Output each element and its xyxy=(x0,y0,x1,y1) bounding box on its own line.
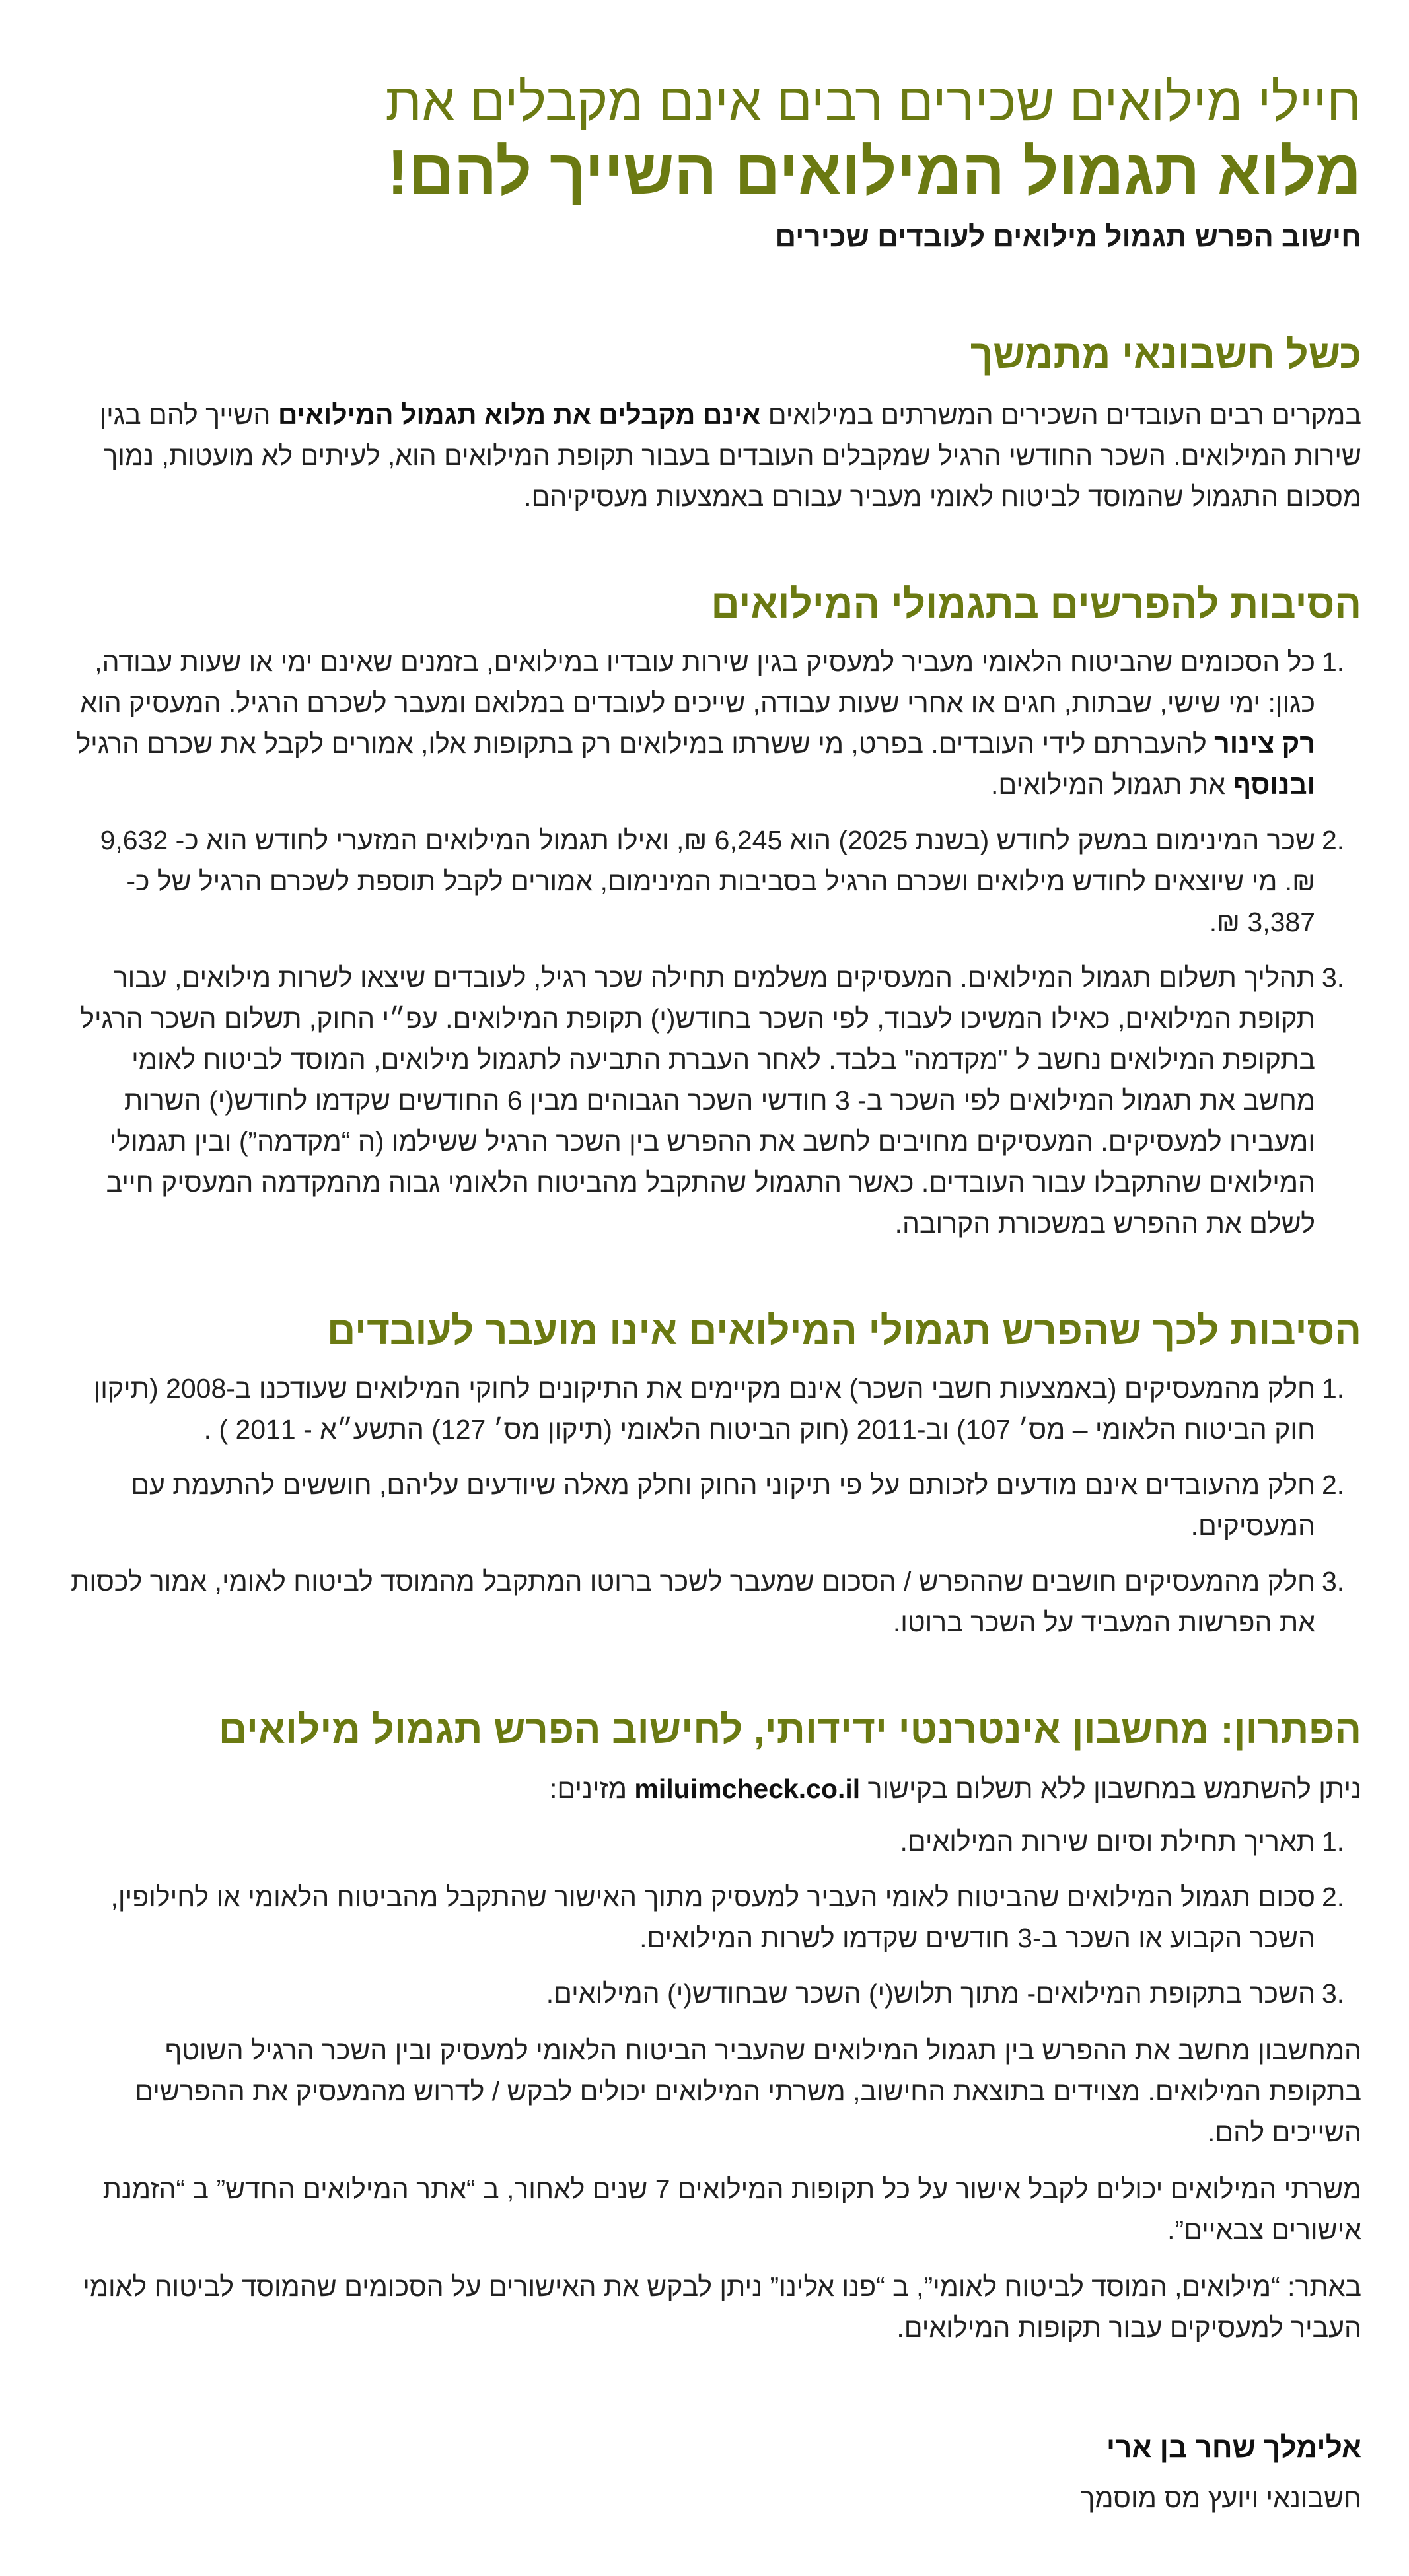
author-name: אלימלך שחר בן ארי xyxy=(1106,2431,1361,2464)
section-reasons-not-transferred xyxy=(69,1305,1361,1643)
list-number: 3. xyxy=(1322,1566,1345,1596)
calculator-link[interactable]: miluimcheck.co.il xyxy=(634,1773,861,1804)
text-run: השייך להם בגין שירות המילואים. השכר החודשי הרגיל שמקבלים העובדים בעבור תקופת המילואים הוא, לעיתים לא מועטות, נמוך מסכום התגמול שהמוסד לביטוח לאומי מעביר עבורם באמצעות מעסיקיהם. xyxy=(99,400,1361,512)
text-run: מזינים: xyxy=(549,1773,635,1804)
list-item xyxy=(69,1973,1361,2014)
list-item-text: תהליך תשלום תגמול המילואים. המעסיקים משלמים תחילה שכר רגיל, לעובדים שיצאו לשרות מילואים, עבור תקופת המילואים, כאילו המשיכו לעבוד, לפי השכר בחודש(י) תקופת המילואים. עפ״י החוק, תשלום השכר הרגיל בתקופת המילואים נחשב ל "מקדמה" בלבד. לאחר העברת התביעה לתגמול מילואים, המוסד לביטוח לאומי מחשב את תגמול המילואים לפי השכר ב- 3 חודשי השכר הגבוהים מבין 6 החודשים שקדמו לחודש(י) השרות ומעבירו למעסיקים. המעסיקים מחויבים לחשב את ההפרש בין השכר הרגיל ששילמו (ה “מקדמה”) ובין תגמולי המילואים שהתקבלו עבור העובדים. כאשר התגמול שהתקבל מהביטוח הלאומי גבוה מהמקדמה המעסיק חייב לשלם את ההפרש במשכורת הקרובה. xyxy=(80,962,1315,1238)
header xyxy=(69,69,1361,257)
list-number: 3. xyxy=(1322,1978,1345,2009)
section-paragraph: באתר: “מילואים, המוסד לביטוח לאומי”, ב “פנו אלינו” ניתן לבקש את האישורים על הסכומים שהמוסד לביטוח לאומי העביר למעסיקים עבור תקופות המילואים. xyxy=(83,2272,1361,2343)
list-number: 3. xyxy=(1322,962,1345,993)
text-run: כל הסכומים שהביטוח הלאומי מעביר למעסיק בגין שירות עובדיו במילואים, בזמנים שאינם ימי או שעות עבודה, כגון: ימי שישי, שבתות, חגים או אחרי שעות עבודה, שייכים לעובדים במלואם ומעבר לשכרם הרגיל. המעסיק הוא xyxy=(80,647,1315,718)
section-intro xyxy=(69,1768,1361,1809)
section-paragraph: משרתי המילואים יכולים לקבל אישור על כל תקופות המילואים 7 שנים לאחור, ב “אתר המילואים החדש” ב “הזמנת אישורים צבאיים”. xyxy=(102,2174,1361,2245)
bold-text-run: ובנוסף xyxy=(1233,769,1315,800)
list-item xyxy=(69,1561,1361,1643)
list-number: 1. xyxy=(1322,1373,1345,1404)
list-item-text: שכר המינימום במשק לחודש (בשנת 2025) הוא 6,245 ₪, ואילו תגמול המילואים המזערי לחודש הוא כ- 9,632 ₪. מי שיוצאים לחודש מילואים ושכרם הרגיל בסביבות המינימום, אמורים לקבל תוספת לשכרם הרגיל של כ- 3,387 ₪. xyxy=(100,825,1315,937)
list-item xyxy=(69,1877,1361,1958)
signature-block xyxy=(69,2427,1361,2519)
list-number: 2. xyxy=(1322,825,1345,855)
list-number: 2. xyxy=(1322,1470,1345,1500)
list-number: 1. xyxy=(1322,1826,1345,1857)
section-heading: הסיבות להפרשים בתגמולי המילואים xyxy=(711,582,1361,626)
list-item-text: השכר בתקופת המילואים- מתוך תלוש(י) השכר שבחודש(י) המילואים. xyxy=(546,1978,1315,2009)
title-line-1: חיילי מילואים שכירים רבים אינם מקבלים את xyxy=(385,73,1361,131)
list-item xyxy=(69,820,1361,943)
text-run: להעברתם לידי העובדים. בפרט, מי ששרתו במילואים רק בתקופות אלו, אמורים לקבל את שכרם הרגיל xyxy=(76,729,1215,759)
numbered-list xyxy=(69,641,1361,1244)
title-line-2: מלוא תגמול המילואים השייך להם! xyxy=(387,137,1361,207)
subtitle: חישוב הפרש תגמול מילואים לעובדים שכירים xyxy=(775,221,1361,253)
text-run: ניתן להשתמש במחשבון ללא תשלום בקישור xyxy=(860,1773,1361,1804)
list-item xyxy=(69,1464,1361,1546)
numbered-list xyxy=(69,1821,1361,2014)
list-item xyxy=(69,1821,1361,1862)
section-paragraph xyxy=(69,394,1361,517)
section-heading: הסיבות לכך שהפרש תגמולי המילואים אינו מועבר לעובדים xyxy=(326,1308,1361,1353)
text-run: את תגמול המילואים. xyxy=(991,769,1233,800)
list-item-text: חלק מהמעסיקים (באמצעות חשבי השכר) אינם מקיימים את התיקונים לחוקי המילואים שעודכנו ב-2008 (תיקון חוק הביטוח הלאומי – מס׳ 107) וב-2011 (חוק הביטוח הלאומי (תיקון מס׳ 127) התשע״א - 2011 ) . xyxy=(93,1373,1315,1445)
list-item-text: חלק מהעובדים אינם מודעים לזכותם על פי תיקוני החוק וחלק מאלה שיודעים עליהם, חוששים להתעמת עם המעסיקים. xyxy=(131,1470,1315,1541)
list-item-text: חלק מהמעסיקים חושבים שההפרש / הסכום שמעבר לשכר ברוטו המתקבל מהמוסד לביטוח לאומי, אמור לכסות את הפרשות המעביד על השכר ברוטו. xyxy=(71,1566,1315,1637)
list-item-text: סכום תגמול המילואים שהביטוח לאומי העביר למעסיק מתוך האישור שהתקבל מהביטוח הלאומי או לחילופין, השכר הקבוע או השכר ב-3 חודשים שקדמו לשרות המילואים. xyxy=(110,1882,1315,1953)
section-reasons-differences xyxy=(69,578,1361,1244)
list-item xyxy=(69,1368,1361,1450)
section-accounting-failure xyxy=(69,328,1361,517)
section-paragraph: המחשבון מחשב את ההפרש בין תגמול המילואים שהעביר הביטוח הלאומי למעסיק ובין השכר הרגיל השוטף בתקופת המילואים. מצוידים בתוצאת החישוב, משרתי המילואים יכולים לבקש / לדרוש מהמעסיק את ההפרשים השייכים להם. xyxy=(135,2035,1361,2147)
list-number: 2. xyxy=(1322,1882,1345,1912)
numbered-list xyxy=(69,1368,1361,1643)
list-item xyxy=(69,957,1361,1244)
section-solution xyxy=(69,1703,1361,2348)
list-item-text: תאריך תחילת וסיום שירות המילואים. xyxy=(900,1826,1315,1857)
list-number: 1. xyxy=(1322,647,1345,677)
list-item xyxy=(69,641,1361,805)
section-heading: הפתרון: מחשבון אינטרנטי ידידותי, לחישוב הפרש תגמול מילואים xyxy=(218,1707,1361,1752)
author-title: חשבונאי ויועץ מס מוסמך xyxy=(1080,2483,1361,2513)
text-run: במקרים רבים העובדים השכירים המשרתים במילואים xyxy=(760,400,1361,430)
section-heading: כשל חשבונאי מתמשך xyxy=(970,332,1361,376)
bold-text-run: רק צינור xyxy=(1214,729,1315,759)
bold-text-run: אינם מקבלים את מלוא תגמול המילואים xyxy=(277,400,761,430)
